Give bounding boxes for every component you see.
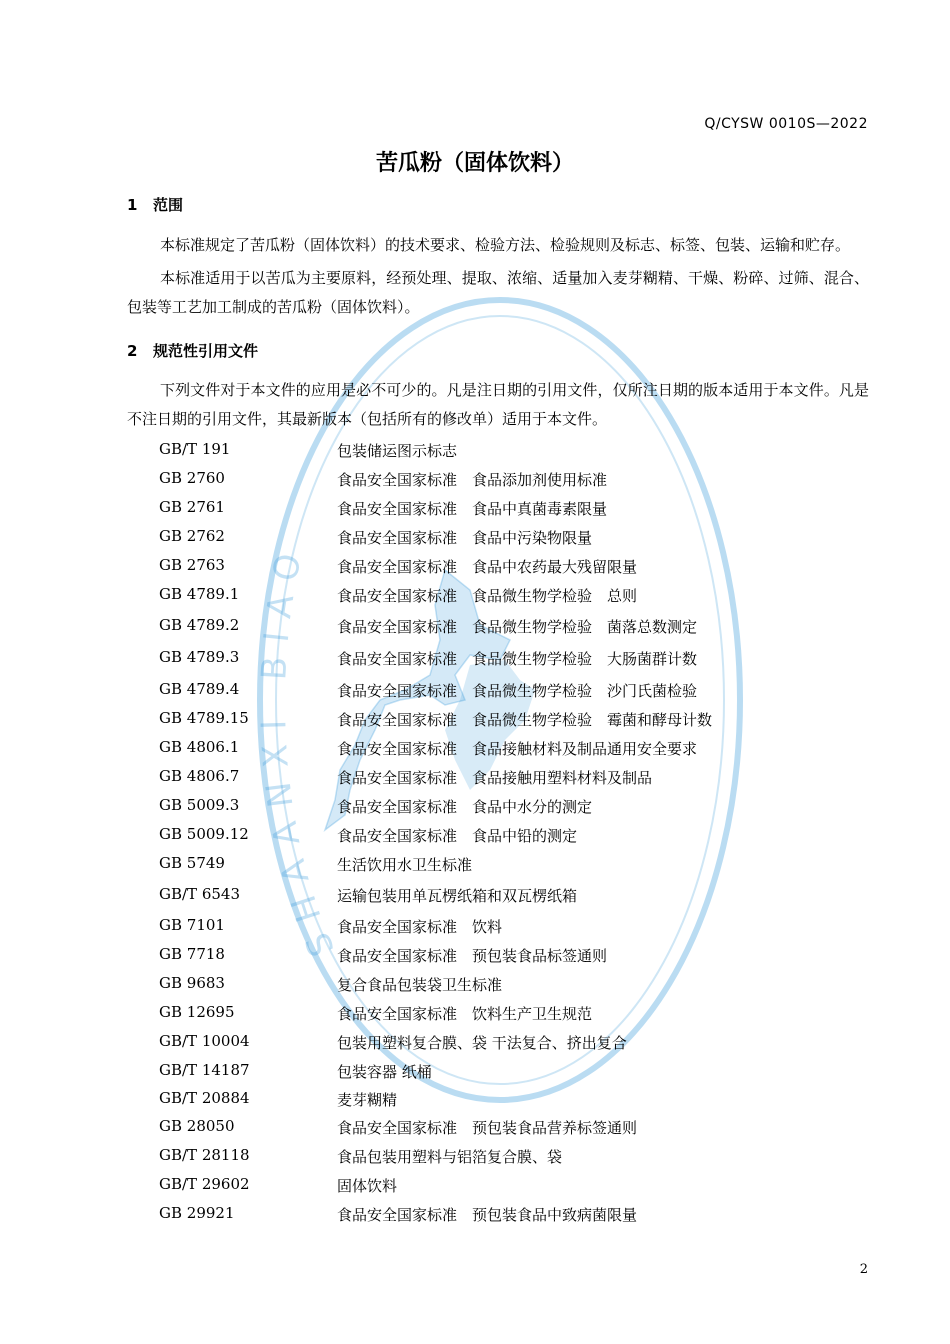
reference-code: GB 7101 [159,916,225,934]
reference-title: 食品安全国家标准 食品微生物学检验 大肠菌群计数 [337,650,698,668]
reference-row [159,616,879,642]
reference-title: 麦芽糊精 [337,1091,398,1109]
section-heading-normative-references [127,340,258,361]
reference-title: 食品包装用塑料与铝箔复合膜、袋 [337,1148,563,1166]
reference-code: GB/T 28118 [159,1146,250,1164]
reference-row [159,1175,879,1201]
reference-row [159,854,879,880]
reference-title: 食品安全国家标准 食品中污染物限量 [337,529,593,547]
reference-code: GB 4806.1 [159,738,240,756]
reference-row [159,916,879,942]
page-number: 2 [859,1262,868,1277]
reference-title: 食品安全国家标准 食品中铅的测定 [337,827,578,845]
reference-row [159,556,879,582]
reference-title: 食品安全国家标准 预包装食品营养标签通则 [337,1119,638,1137]
reference-row [159,945,879,971]
section-heading-scope [127,194,183,215]
reference-code: GB 4789.15 [159,709,249,727]
reference-row [159,1003,879,1029]
reference-row [159,1146,879,1172]
reference-row [159,1204,879,1230]
reference-title: 食品安全国家标准 食品中水分的测定 [337,798,593,816]
reference-title: 生活饮用水卫生标准 [337,856,473,874]
reference-code: GB 2761 [159,498,225,516]
reference-row [159,974,879,1000]
reference-title: 食品安全国家标准 食品接触用塑料材料及制品 [337,769,653,787]
scope-paragraph-2: 本标准适用于以苦瓜为主要原料，经预处理、提取、浓缩、适量加入麦芽糊精、干燥、粉碎、过筛、混合、包装等工艺加工制成的苦瓜粉（固体饮料）。 [127,269,869,316]
reference-title: 食品安全国家标准 食品添加剂使用标准 [337,471,608,489]
reference-title: 包装用塑料复合膜、袋 干法复合、挤出复合 [337,1034,627,1052]
reference-title: 复合食品包装袋卫生标准 [337,976,503,994]
reference-title: 食品安全国家标准 食品接触材料及制品通用安全要求 [337,740,698,758]
reference-row [159,1089,879,1115]
reference-code: GB 2763 [159,556,225,574]
reference-row [159,796,879,822]
scope-paragraph-1: 本标准规定了苦瓜粉（固体饮料）的技术要求、检验方法、检验规则及标志、标签、包装、运输和贮存。 [160,236,851,254]
reference-row [159,709,879,735]
section-number: 2 [127,342,138,360]
section-title: 规范性引用文件 [153,342,259,360]
reference-code: GB/T 20884 [159,1089,250,1107]
reference-code: GB 5009.12 [159,825,249,843]
reference-row [159,648,879,674]
reference-code: GB/T 14187 [159,1061,250,1079]
reference-code: GB 4806.7 [159,767,240,785]
reference-code: GB 2762 [159,527,225,545]
reference-row [159,440,879,466]
reference-row [159,1117,879,1143]
reference-code: GB 5749 [159,854,225,872]
reference-title: 食品安全国家标准 食品中农药最大残留限量 [337,558,638,576]
reference-code: GB 4789.2 [159,616,240,634]
reference-code: GB/T 10004 [159,1032,250,1050]
reference-code: GB 4789.3 [159,648,240,666]
reference-row [159,527,879,553]
section-number: 1 [127,196,138,214]
watermark-text: SHAANXI BIAO [253,536,343,963]
reference-code: GB 2760 [159,469,225,487]
reference-title: 包装容器 纸桶 [337,1063,432,1081]
reference-row [159,680,879,706]
reference-code: GB/T 6543 [159,885,241,903]
reference-code: GB 29921 [159,1204,235,1222]
reference-row [159,738,879,764]
reference-row [159,767,879,793]
reference-code: GB/T 29602 [159,1175,250,1193]
reference-code: GB 12695 [159,1003,235,1021]
standard-code: Q/CYSW 0010S—2022 [704,116,868,132]
document-title: 苦瓜粉（固体饮料） [375,151,574,176]
reference-row [159,469,879,495]
reference-title: 固体饮料 [337,1177,398,1195]
reference-title: 食品安全国家标准 饮料 [337,918,503,936]
reference-title: 食品安全国家标准 食品中真菌毒素限量 [337,500,608,518]
reference-title: 食品安全国家标准 食品微生物学检验 总则 [337,587,638,605]
reference-title: 食品安全国家标准 饮料生产卫生规范 [337,1005,593,1023]
reference-code: GB 5009.3 [159,796,240,814]
reference-row [159,1032,879,1058]
reference-row [159,825,879,851]
reference-title: 食品安全国家标准 食品微生物学检验 霉菌和酵母计数 [337,711,713,729]
reference-title: 食品安全国家标准 食品微生物学检验 沙门氏菌检验 [337,682,698,700]
reference-title: 运输包装用单瓦楞纸箱和双瓦楞纸箱 [337,887,578,905]
reference-title: 食品安全国家标准 食品微生物学检验 菌落总数测定 [337,618,698,636]
reference-code: GB 7718 [159,945,225,963]
section-title: 范围 [153,196,184,214]
reference-code: GB 28050 [159,1117,235,1135]
reference-code: GB/T 191 [159,440,231,458]
reference-code: GB 4789.1 [159,585,240,603]
reference-title: 食品安全国家标准 预包装食品中致病菌限量 [337,1206,638,1224]
reference-code: GB 9683 [159,974,225,992]
reference-title: 食品安全国家标准 预包装食品标签通则 [337,947,608,965]
reference-row [159,585,879,611]
reference-row [159,498,879,524]
reference-row [159,885,879,911]
reference-code: GB 4789.4 [159,680,240,698]
reference-row [159,1061,879,1087]
references-intro-paragraph: 下列文件对于本文件的应用是必不可少的。凡是注日期的引用文件，仅所注日期的版本适用于本文件。凡是不注日期的引用文件，其最新版本（包括所有的修改单）适用于本文件。 [127,381,869,428]
reference-title: 包装储运图示标志 [337,442,458,460]
